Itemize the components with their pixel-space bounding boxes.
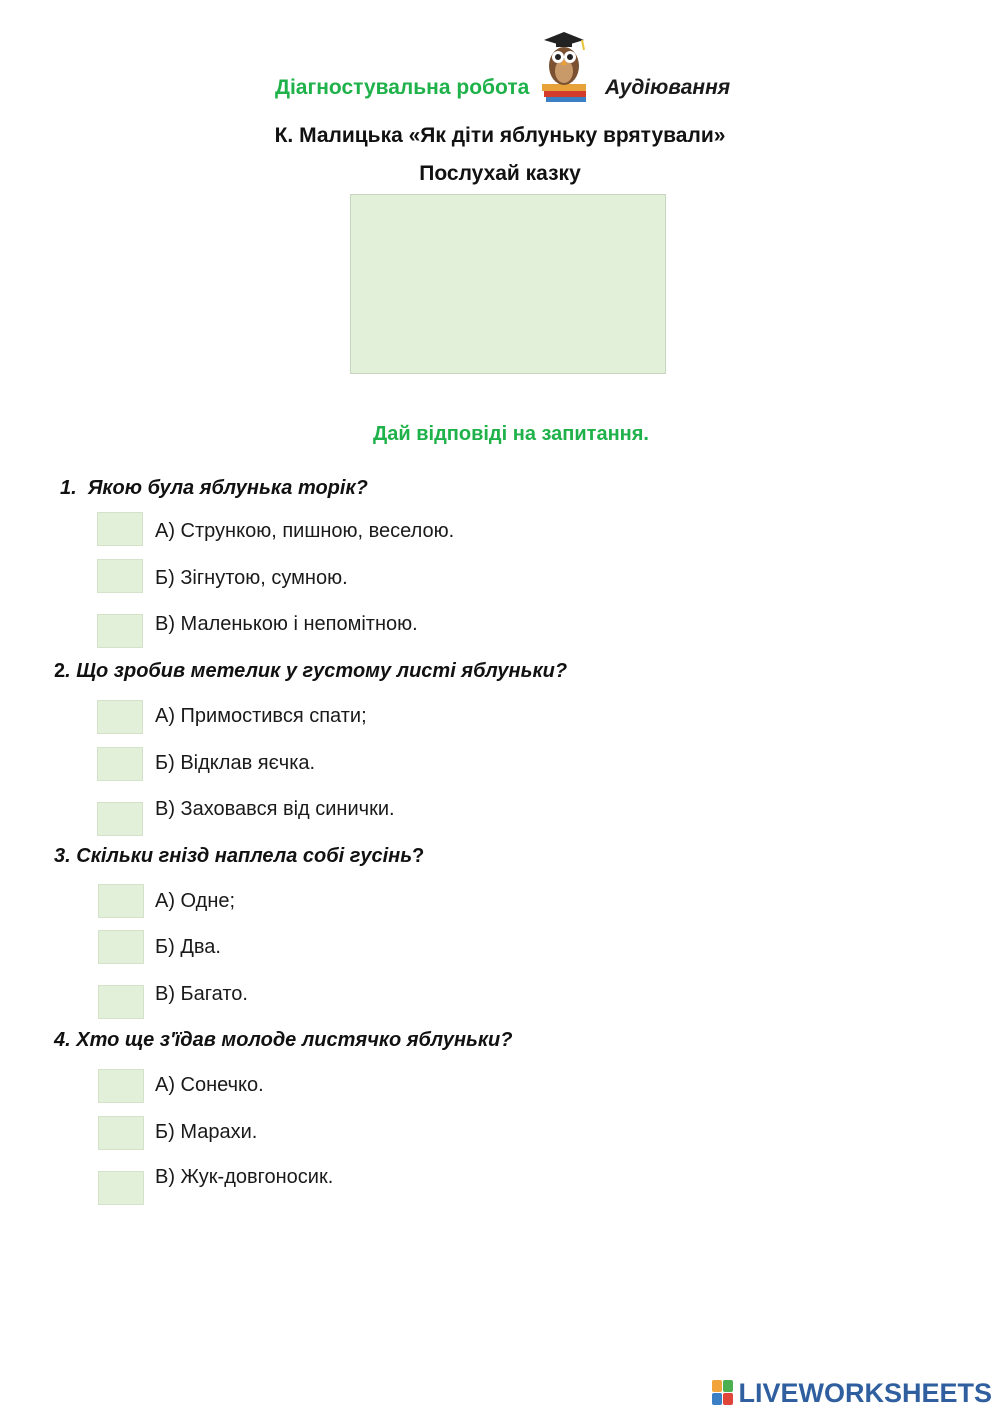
answer-2a: А) Примостився спати; [155,705,367,727]
owl-icon [538,26,590,102]
question-text: . Що зробив метелик у густому листі яблуньки? [65,660,568,682]
answer-1b: Б) Зігнутою, сумною. [155,567,348,589]
answer-2b: Б) Відклав яєчка. [155,752,316,774]
answer-2c: В) Заховався від синички. [155,798,395,820]
audio-player-box[interactable] [350,194,666,374]
answer-3b: Б) Два. [155,936,221,958]
answer-box-2a[interactable] [97,700,143,734]
answer-box-4c[interactable] [98,1171,144,1205]
answer-1a: А) Стрункою, пишною, веселою. [155,520,455,542]
question-4 [54,1029,513,1052]
answer-box-2b[interactable] [97,747,143,781]
question-text: Якою була яблунька торік? [87,477,368,499]
question-number: 2 [54,660,66,682]
logo-text: LIVEWORKSHEETS [738,1377,992,1408]
section-title: Аудіювання [605,76,731,99]
answer-box-3a[interactable] [98,884,144,918]
answer-box-4b[interactable] [98,1116,144,1150]
question-text: Скільки гнізд наплела собі гусінь [76,845,413,867]
listen-prompt: Послухай казку [419,162,581,185]
question-number: 4. [54,1029,71,1051]
story-title: К. Малицька «Як діти яблуньку врятували» [274,124,726,147]
instruction: Дай відповіді на запитання. [373,423,649,445]
question-suffix: ? [412,845,425,867]
answer-box-4a[interactable] [98,1069,144,1103]
answer-box-1b[interactable] [97,559,143,593]
answer-3c: В) Багато. [155,983,248,1005]
answer-4b: Б) Марахи. [155,1121,258,1143]
answer-box-1a[interactable] [97,512,143,546]
liveworksheets-logo[interactable] [712,1376,992,1410]
question-number: 3. [54,845,71,867]
question-3 [54,845,424,868]
worksheet-title: Діагностувальна робота [275,76,530,99]
answer-box-2c[interactable] [97,802,143,836]
question-number: 1. [60,477,77,499]
answer-3a: А) Одне; [155,890,236,912]
answer-box-3c[interactable] [98,985,144,1019]
answer-box-1c[interactable] [97,614,143,648]
question-text: Хто ще з'їдав молоде листячко яблуньки? [76,1029,513,1051]
answer-box-3b[interactable] [98,930,144,964]
answer-1c: В) Маленькою і непомітною. [155,613,418,635]
question-2 [54,660,567,683]
logo-icon [712,1380,734,1406]
answer-4a: А) Сонечко. [155,1074,264,1096]
answer-4c: В) Жук-довгоносик. [155,1166,334,1188]
question-1 [60,477,368,500]
